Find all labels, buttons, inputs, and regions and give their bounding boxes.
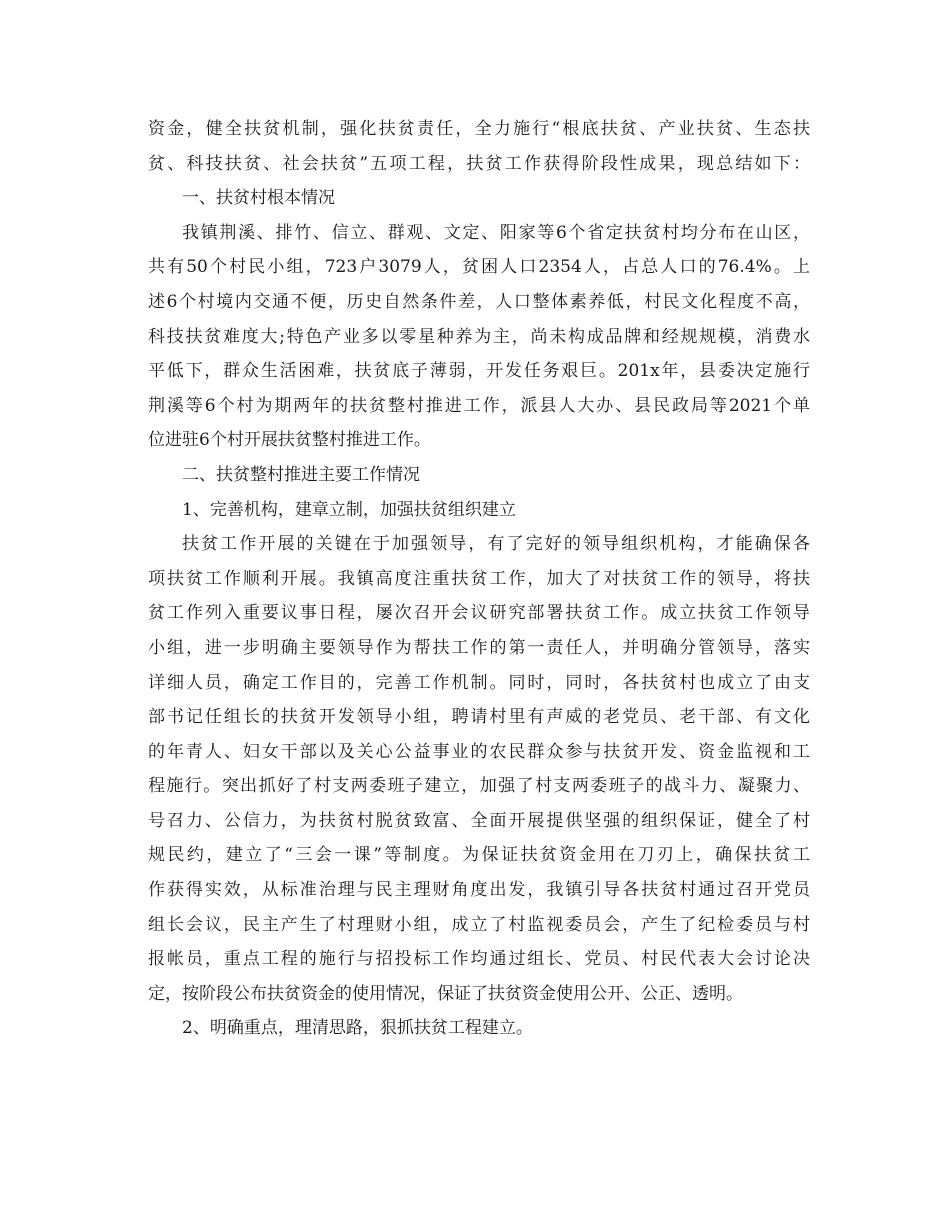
text-line: 述6个村境内交通不便，历史自然条件差，人口整体素养低，村民文化程度不高， — [148, 291, 810, 312]
text-line: 贫工作列入重要议事日程，屡次召开会议研究部署扶贫工作。成立扶贫工作领导 — [148, 603, 810, 624]
text-line: 扶贫工作开展的关键在于加强领导，有了完好的领导组织机构，才能确保各 — [182, 534, 810, 555]
text-line: 科技扶贫难度大;特色产业多以零星种养为主，尚未构成品牌和经规规模，消费水 — [148, 326, 810, 347]
text-line: 作获得实效，从标准治理与民主理财角度出发，我镇引导各扶贫村通过召开党员 — [148, 880, 810, 901]
text-line: 二、扶贫整村推进主要工作情况 — [182, 464, 420, 485]
text-line: 共有50个村民小组，723户3079人，贫困人口2354人，占总人口的76.4%。上 — [148, 257, 810, 278]
text-line: 1、完善机构，建章立制，加强扶贫组织建立 — [182, 499, 516, 520]
text-line: 平低下，群众生活困难，扶贫底子薄弱，开发任务艰巨。201x年，县委决定施行 — [148, 361, 810, 382]
text-line: 组长会议，民主产生了村理财小组，成立了村监视委员会，产生了纪检委员与村 — [148, 914, 810, 935]
text-line: 报帐员，重点工程的施行与招投标工作均通过组长、党员、村民代表大会讨论决 — [148, 949, 810, 970]
text-line: 2、明确重点，理清思路，狠抓扶贫工程建立。 — [182, 1018, 533, 1039]
text-line: 项扶贫工作顺利开展。我镇高度注重扶贫工作，加大了对扶贫工作的领导，将扶 — [148, 568, 810, 589]
text-line: 资金，健全扶贫机制，强化扶贫责任，全力施行“根底扶贫、产业扶贫、生态扶 — [148, 119, 810, 139]
text-line: 位进驻6个村开展扶贫整村推进工作。 — [148, 430, 431, 451]
text-line: 详细人员，确定工作目的，完善工作机制。同时，同时，各扶贫村也成立了由支 — [148, 672, 810, 693]
text-line: 部书记任组长的扶贫开发领导小组，聘请村里有声威的老党员、老干部、有文化 — [148, 707, 810, 728]
text-line: 号召力、公信力，为扶贫村脱贫致富、全面开展提供坚强的组织保证，健全了村 — [148, 810, 810, 831]
text-line: 小组，进一步明确主要领导作为帮扶工作的第一责任人，并明确分管领导，落实 — [148, 637, 810, 658]
text-line: 程施行。突出抓好了村支两委班子建立，加强了村支两委班子的战斗力、凝聚力、 — [148, 776, 810, 797]
text-line: 荆溪等6个村为期两年的扶贫整村推进工作，派县人大办、县民政局等2021个单 — [148, 395, 810, 416]
text-line: 一、扶贫村根本情况 — [182, 188, 335, 209]
text-line: 的年青人、妇女干部以及关心公益事业的农民群众参与扶贫开发、资金监视和工 — [148, 741, 810, 762]
document-body — [148, 112, 810, 1046]
text-line: 贫、科技扶贫、社会扶贫”五项工程，扶贫工作获得阶段性成果，现总结如下： — [148, 153, 810, 174]
text-line: 定，按阶段公布扶贫资金的使用情况，保证了扶贫资金使用公开、公正、透明。 — [148, 983, 743, 1004]
text-line: 规民约，建立了“三会一课”等制度。为保证扶贫资金用在刀刃上，确保扶贫工 — [148, 845, 810, 866]
text-line: 我镇荆溪、排竹、信立、群观、文定、阳家等6个省定扶贫村均分布在山区， — [182, 222, 810, 243]
